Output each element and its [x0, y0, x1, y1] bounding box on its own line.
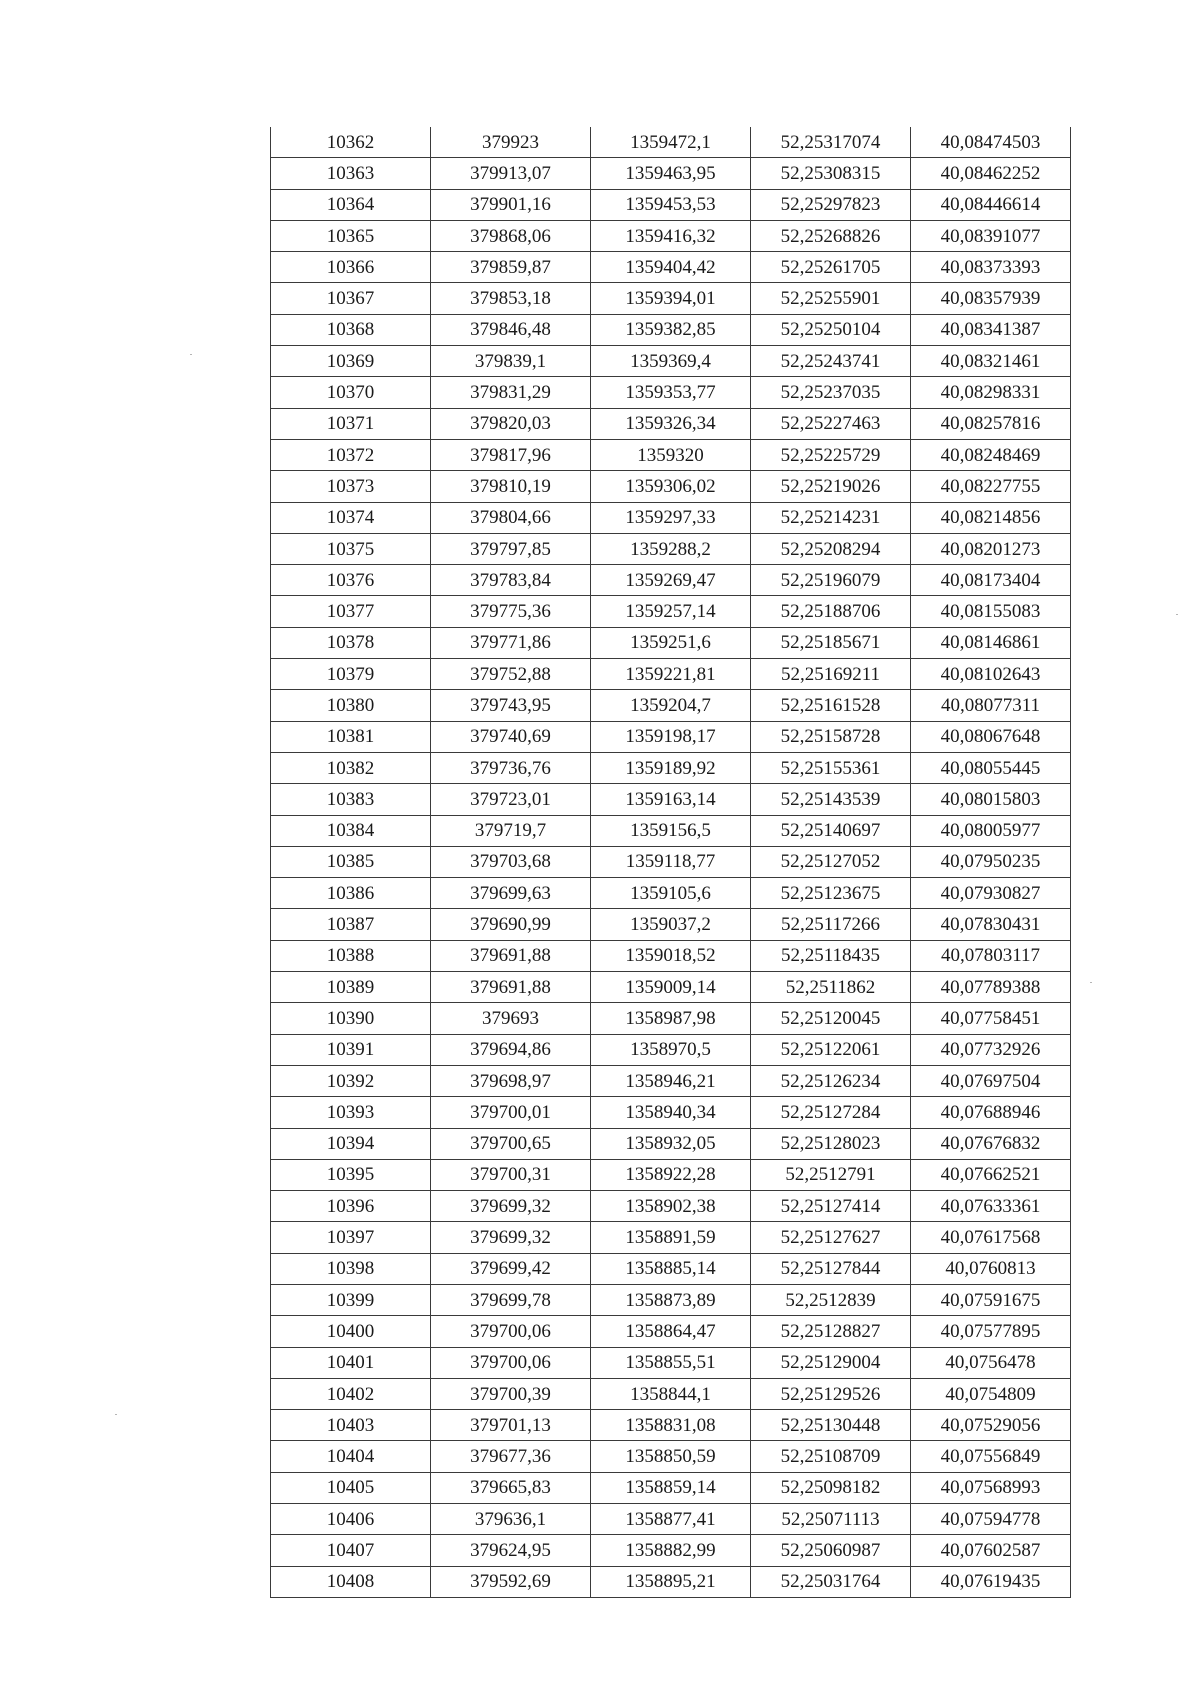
x-coordinate-cell: 379699,32	[431, 1191, 591, 1222]
longitude-cell: 40,08474503	[911, 127, 1071, 158]
latitude-cell: 52,25161528	[751, 690, 911, 721]
y-coordinate-cell: 1359306,02	[591, 471, 751, 502]
point-number-cell: 10386	[271, 878, 431, 909]
latitude-cell: 52,25126234	[751, 1065, 911, 1096]
table-row	[271, 1034, 1071, 1065]
y-coordinate-cell: 1359453,53	[591, 189, 751, 220]
table-row	[271, 1378, 1071, 1409]
table-row	[271, 533, 1071, 564]
table-row	[271, 1472, 1071, 1503]
x-coordinate-cell: 379592,69	[431, 1566, 591, 1597]
table-row	[271, 1097, 1071, 1128]
point-number-cell: 10408	[271, 1566, 431, 1597]
scan-speck	[115, 1414, 117, 1415]
latitude-cell: 52,25237035	[751, 377, 911, 408]
y-coordinate-cell: 1358891,59	[591, 1222, 751, 1253]
x-coordinate-cell: 379636,1	[431, 1504, 591, 1535]
x-coordinate-cell: 379740,69	[431, 721, 591, 752]
latitude-cell: 52,25130448	[751, 1410, 911, 1441]
x-coordinate-cell: 379694,86	[431, 1034, 591, 1065]
table-row	[271, 1128, 1071, 1159]
table-row	[271, 627, 1071, 658]
latitude-cell: 52,25118435	[751, 940, 911, 971]
latitude-cell: 52,25196079	[751, 565, 911, 596]
x-coordinate-cell: 379624,95	[431, 1535, 591, 1566]
longitude-cell: 40,07830431	[911, 909, 1071, 940]
latitude-cell: 52,25031764	[751, 1566, 911, 1597]
x-coordinate-cell: 379700,31	[431, 1159, 591, 1190]
longitude-cell: 40,07697504	[911, 1065, 1071, 1096]
latitude-cell: 52,25261705	[751, 252, 911, 283]
longitude-cell: 40,07930827	[911, 878, 1071, 909]
longitude-cell: 40,08341387	[911, 314, 1071, 345]
point-number-cell: 10383	[271, 784, 431, 815]
point-number-cell: 10375	[271, 533, 431, 564]
y-coordinate-cell: 1359404,42	[591, 252, 751, 283]
longitude-cell: 40,08257816	[911, 408, 1071, 439]
y-coordinate-cell: 1359105,6	[591, 878, 751, 909]
table-row	[271, 690, 1071, 721]
longitude-cell: 40,08357939	[911, 283, 1071, 314]
table-row	[271, 878, 1071, 909]
longitude-cell: 40,08201273	[911, 533, 1071, 564]
point-number-cell: 10371	[271, 408, 431, 439]
table-row	[271, 909, 1071, 940]
longitude-cell: 40,07617568	[911, 1222, 1071, 1253]
longitude-cell: 40,07619435	[911, 1566, 1071, 1597]
y-coordinate-cell: 1358864,47	[591, 1316, 751, 1347]
x-coordinate-cell: 379846,48	[431, 314, 591, 345]
table-row	[271, 972, 1071, 1003]
x-coordinate-cell: 379820,03	[431, 408, 591, 439]
longitude-cell: 40,08446614	[911, 189, 1071, 220]
table-row	[271, 940, 1071, 971]
latitude-cell: 52,25117266	[751, 909, 911, 940]
table-row	[271, 283, 1071, 314]
table-row	[271, 721, 1071, 752]
table-row	[271, 815, 1071, 846]
table-row	[271, 1065, 1071, 1096]
point-number-cell: 10367	[271, 283, 431, 314]
latitude-cell: 52,25127627	[751, 1222, 911, 1253]
longitude-cell: 40,07602587	[911, 1535, 1071, 1566]
x-coordinate-cell: 379810,19	[431, 471, 591, 502]
longitude-cell: 40,07556849	[911, 1441, 1071, 1472]
longitude-cell: 40,08214856	[911, 502, 1071, 533]
point-number-cell: 10406	[271, 1504, 431, 1535]
x-coordinate-cell: 379700,06	[431, 1347, 591, 1378]
table-row	[271, 346, 1071, 377]
longitude-cell: 40,07529056	[911, 1410, 1071, 1441]
y-coordinate-cell: 1359009,14	[591, 972, 751, 1003]
y-coordinate-cell: 1358946,21	[591, 1065, 751, 1096]
latitude-cell: 52,25219026	[751, 471, 911, 502]
table-row	[271, 1535, 1071, 1566]
longitude-cell: 40,08321461	[911, 346, 1071, 377]
point-number-cell: 10403	[271, 1410, 431, 1441]
latitude-cell: 52,25227463	[751, 408, 911, 439]
y-coordinate-cell: 1359320	[591, 439, 751, 470]
x-coordinate-cell: 379831,29	[431, 377, 591, 408]
table-row	[271, 220, 1071, 251]
x-coordinate-cell: 379700,01	[431, 1097, 591, 1128]
latitude-cell: 52,2512791	[751, 1159, 911, 1190]
point-number-cell: 10385	[271, 846, 431, 877]
point-number-cell: 10390	[271, 1003, 431, 1034]
y-coordinate-cell: 1358877,41	[591, 1504, 751, 1535]
point-number-cell: 10402	[271, 1378, 431, 1409]
longitude-cell: 40,07662521	[911, 1159, 1071, 1190]
longitude-cell: 40,07688946	[911, 1097, 1071, 1128]
latitude-cell: 52,25169211	[751, 659, 911, 690]
y-coordinate-cell: 1359269,47	[591, 565, 751, 596]
x-coordinate-cell: 379752,88	[431, 659, 591, 690]
point-number-cell: 10401	[271, 1347, 431, 1378]
y-coordinate-cell: 1359288,2	[591, 533, 751, 564]
x-coordinate-cell: 379703,68	[431, 846, 591, 877]
point-number-cell: 10396	[271, 1191, 431, 1222]
point-number-cell: 10394	[271, 1128, 431, 1159]
point-number-cell: 10399	[271, 1284, 431, 1315]
y-coordinate-cell: 1359204,7	[591, 690, 751, 721]
x-coordinate-cell: 379723,01	[431, 784, 591, 815]
longitude-cell: 40,08462252	[911, 158, 1071, 189]
point-number-cell: 10379	[271, 659, 431, 690]
scan-speck	[1176, 614, 1178, 615]
y-coordinate-cell: 1359251,6	[591, 627, 751, 658]
y-coordinate-cell: 1358902,38	[591, 1191, 751, 1222]
latitude-cell: 52,25143539	[751, 784, 911, 815]
point-number-cell: 10392	[271, 1065, 431, 1096]
latitude-cell: 52,25140697	[751, 815, 911, 846]
latitude-cell: 52,25128827	[751, 1316, 911, 1347]
point-number-cell: 10374	[271, 502, 431, 533]
point-number-cell: 10404	[271, 1441, 431, 1472]
table-row	[271, 784, 1071, 815]
y-coordinate-cell: 1358932,05	[591, 1128, 751, 1159]
latitude-cell: 52,25208294	[751, 533, 911, 564]
longitude-cell: 40,07633361	[911, 1191, 1071, 1222]
latitude-cell: 52,25155361	[751, 752, 911, 783]
y-coordinate-cell: 1358855,51	[591, 1347, 751, 1378]
y-coordinate-cell: 1358940,34	[591, 1097, 751, 1128]
x-coordinate-cell: 379817,96	[431, 439, 591, 470]
x-coordinate-cell: 379700,39	[431, 1378, 591, 1409]
y-coordinate-cell: 1359369,4	[591, 346, 751, 377]
longitude-cell: 40,07758451	[911, 1003, 1071, 1034]
table-row	[271, 314, 1071, 345]
table-row	[271, 377, 1071, 408]
x-coordinate-cell: 379691,88	[431, 972, 591, 1003]
point-number-cell: 10369	[271, 346, 431, 377]
table-row	[271, 252, 1071, 283]
longitude-cell: 40,07568993	[911, 1472, 1071, 1503]
latitude-cell: 52,25308315	[751, 158, 911, 189]
table-row	[271, 659, 1071, 690]
x-coordinate-cell: 379665,83	[431, 1472, 591, 1503]
x-coordinate-cell: 379839,1	[431, 346, 591, 377]
x-coordinate-cell: 379699,63	[431, 878, 591, 909]
y-coordinate-cell: 1359163,14	[591, 784, 751, 815]
y-coordinate-cell: 1359189,92	[591, 752, 751, 783]
y-coordinate-cell: 1359018,52	[591, 940, 751, 971]
table-row	[271, 158, 1071, 189]
y-coordinate-cell: 1358859,14	[591, 1472, 751, 1503]
y-coordinate-cell: 1358885,14	[591, 1253, 751, 1284]
y-coordinate-cell: 1359221,81	[591, 659, 751, 690]
table-row	[271, 1159, 1071, 1190]
x-coordinate-cell: 379699,42	[431, 1253, 591, 1284]
latitude-cell: 52,25123675	[751, 878, 911, 909]
coordinates-table-body	[271, 127, 1071, 1597]
x-coordinate-cell: 379699,32	[431, 1222, 591, 1253]
y-coordinate-cell: 1359326,34	[591, 408, 751, 439]
longitude-cell: 40,08298331	[911, 377, 1071, 408]
point-number-cell: 10372	[271, 439, 431, 470]
scan-speck	[190, 354, 192, 355]
point-number-cell: 10370	[271, 377, 431, 408]
y-coordinate-cell: 1359198,17	[591, 721, 751, 752]
table-row	[271, 1566, 1071, 1597]
y-coordinate-cell: 1358850,59	[591, 1441, 751, 1472]
table-row	[271, 1253, 1071, 1284]
latitude-cell: 52,25250104	[751, 314, 911, 345]
longitude-cell: 40,07950235	[911, 846, 1071, 877]
table-row	[271, 1347, 1071, 1378]
longitude-cell: 40,08055445	[911, 752, 1071, 783]
latitude-cell: 52,25127414	[751, 1191, 911, 1222]
x-coordinate-cell: 379700,06	[431, 1316, 591, 1347]
table-row	[271, 596, 1071, 627]
table-row	[271, 752, 1071, 783]
x-coordinate-cell: 379690,99	[431, 909, 591, 940]
latitude-cell: 52,25225729	[751, 439, 911, 470]
point-number-cell: 10378	[271, 627, 431, 658]
x-coordinate-cell: 379693	[431, 1003, 591, 1034]
table-row	[271, 1504, 1071, 1535]
latitude-cell: 52,25297823	[751, 189, 911, 220]
x-coordinate-cell: 379923	[431, 127, 591, 158]
x-coordinate-cell: 379771,86	[431, 627, 591, 658]
point-number-cell: 10362	[271, 127, 431, 158]
x-coordinate-cell: 379853,18	[431, 283, 591, 314]
point-number-cell: 10387	[271, 909, 431, 940]
point-number-cell: 10400	[271, 1316, 431, 1347]
point-number-cell: 10380	[271, 690, 431, 721]
latitude-cell: 52,25129004	[751, 1347, 911, 1378]
point-number-cell: 10389	[271, 972, 431, 1003]
point-number-cell: 10381	[271, 721, 431, 752]
longitude-cell: 40,07591675	[911, 1284, 1071, 1315]
point-number-cell: 10376	[271, 565, 431, 596]
point-number-cell: 10368	[271, 314, 431, 345]
latitude-cell: 52,2512839	[751, 1284, 911, 1315]
table-row	[271, 408, 1071, 439]
latitude-cell: 52,25122061	[751, 1034, 911, 1065]
y-coordinate-cell: 1359472,1	[591, 127, 751, 158]
longitude-cell: 40,0760813	[911, 1253, 1071, 1284]
latitude-cell: 52,25098182	[751, 1472, 911, 1503]
x-coordinate-cell: 379743,95	[431, 690, 591, 721]
table-row	[271, 1316, 1071, 1347]
y-coordinate-cell: 1359463,95	[591, 158, 751, 189]
y-coordinate-cell: 1358922,28	[591, 1159, 751, 1190]
table-row	[271, 1410, 1071, 1441]
latitude-cell: 52,25120045	[751, 1003, 911, 1034]
point-number-cell: 10388	[271, 940, 431, 971]
table-row	[271, 471, 1071, 502]
point-number-cell: 10393	[271, 1097, 431, 1128]
x-coordinate-cell: 379783,84	[431, 565, 591, 596]
point-number-cell: 10395	[271, 1159, 431, 1190]
y-coordinate-cell: 1359037,2	[591, 909, 751, 940]
longitude-cell: 40,07594778	[911, 1504, 1071, 1535]
latitude-cell: 52,25268826	[751, 220, 911, 251]
longitude-cell: 40,08248469	[911, 439, 1071, 470]
table-row	[271, 439, 1071, 470]
point-number-cell: 10407	[271, 1535, 431, 1566]
y-coordinate-cell: 1359416,32	[591, 220, 751, 251]
latitude-cell: 52,25188706	[751, 596, 911, 627]
x-coordinate-cell: 379797,85	[431, 533, 591, 564]
y-coordinate-cell: 1358987,98	[591, 1003, 751, 1034]
longitude-cell: 40,08102643	[911, 659, 1071, 690]
x-coordinate-cell: 379677,36	[431, 1441, 591, 1472]
scan-speck	[1090, 982, 1092, 983]
point-number-cell: 10384	[271, 815, 431, 846]
y-coordinate-cell: 1359382,85	[591, 314, 751, 345]
y-coordinate-cell: 1359297,33	[591, 502, 751, 533]
latitude-cell: 52,25255901	[751, 283, 911, 314]
longitude-cell: 40,07732926	[911, 1034, 1071, 1065]
x-coordinate-cell: 379775,36	[431, 596, 591, 627]
longitude-cell: 40,07789388	[911, 972, 1071, 1003]
latitude-cell: 52,25127052	[751, 846, 911, 877]
point-number-cell: 10405	[271, 1472, 431, 1503]
x-coordinate-cell: 379698,97	[431, 1065, 591, 1096]
x-coordinate-cell: 379901,16	[431, 189, 591, 220]
latitude-cell: 52,25185671	[751, 627, 911, 658]
y-coordinate-cell: 1358970,5	[591, 1034, 751, 1065]
point-number-cell: 10366	[271, 252, 431, 283]
y-coordinate-cell: 1358844,1	[591, 1378, 751, 1409]
latitude-cell: 52,25158728	[751, 721, 911, 752]
longitude-cell: 40,08077311	[911, 690, 1071, 721]
x-coordinate-cell: 379868,06	[431, 220, 591, 251]
x-coordinate-cell: 379700,65	[431, 1128, 591, 1159]
latitude-cell: 52,25108709	[751, 1441, 911, 1472]
x-coordinate-cell: 379736,76	[431, 752, 591, 783]
table-row	[271, 127, 1071, 158]
latitude-cell: 52,25243741	[751, 346, 911, 377]
longitude-cell: 40,08015803	[911, 784, 1071, 815]
longitude-cell: 40,08155083	[911, 596, 1071, 627]
y-coordinate-cell: 1358831,08	[591, 1410, 751, 1441]
y-coordinate-cell: 1359353,77	[591, 377, 751, 408]
longitude-cell: 40,08173404	[911, 565, 1071, 596]
x-coordinate-cell: 379701,13	[431, 1410, 591, 1441]
table-row	[271, 1222, 1071, 1253]
table-row	[271, 565, 1071, 596]
x-coordinate-cell: 379859,87	[431, 252, 591, 283]
table-row	[271, 189, 1071, 220]
point-number-cell: 10382	[271, 752, 431, 783]
y-coordinate-cell: 1359257,14	[591, 596, 751, 627]
longitude-cell: 40,0754809	[911, 1378, 1071, 1409]
table-row	[271, 1441, 1071, 1472]
longitude-cell: 40,08067648	[911, 721, 1071, 752]
point-number-cell: 10397	[271, 1222, 431, 1253]
x-coordinate-cell: 379719,7	[431, 815, 591, 846]
longitude-cell: 40,08391077	[911, 220, 1071, 251]
x-coordinate-cell: 379913,07	[431, 158, 591, 189]
y-coordinate-cell: 1358895,21	[591, 1566, 751, 1597]
latitude-cell: 52,25060987	[751, 1535, 911, 1566]
longitude-cell: 40,08005977	[911, 815, 1071, 846]
table-row	[271, 1284, 1071, 1315]
point-number-cell: 10398	[271, 1253, 431, 1284]
longitude-cell: 40,07803117	[911, 940, 1071, 971]
longitude-cell: 40,07577895	[911, 1316, 1071, 1347]
latitude-cell: 52,25129526	[751, 1378, 911, 1409]
latitude-cell: 52,2511862	[751, 972, 911, 1003]
latitude-cell: 52,25127844	[751, 1253, 911, 1284]
x-coordinate-cell: 379691,88	[431, 940, 591, 971]
y-coordinate-cell: 1358882,99	[591, 1535, 751, 1566]
latitude-cell: 52,25127284	[751, 1097, 911, 1128]
x-coordinate-cell: 379699,78	[431, 1284, 591, 1315]
point-number-cell: 10373	[271, 471, 431, 502]
longitude-cell: 40,08373393	[911, 252, 1071, 283]
table-row	[271, 1003, 1071, 1034]
point-number-cell: 10365	[271, 220, 431, 251]
coordinates-table	[270, 127, 1071, 1598]
y-coordinate-cell: 1359118,77	[591, 846, 751, 877]
latitude-cell: 52,25071113	[751, 1504, 911, 1535]
point-number-cell: 10377	[271, 596, 431, 627]
table-row	[271, 502, 1071, 533]
longitude-cell: 40,08146861	[911, 627, 1071, 658]
table-row	[271, 846, 1071, 877]
y-coordinate-cell: 1358873,89	[591, 1284, 751, 1315]
y-coordinate-cell: 1359156,5	[591, 815, 751, 846]
point-number-cell: 10364	[271, 189, 431, 220]
longitude-cell: 40,08227755	[911, 471, 1071, 502]
table-row	[271, 1191, 1071, 1222]
latitude-cell: 52,25128023	[751, 1128, 911, 1159]
longitude-cell: 40,0756478	[911, 1347, 1071, 1378]
y-coordinate-cell: 1359394,01	[591, 283, 751, 314]
latitude-cell: 52,25317074	[751, 127, 911, 158]
longitude-cell: 40,07676832	[911, 1128, 1071, 1159]
point-number-cell: 10391	[271, 1034, 431, 1065]
point-number-cell: 10363	[271, 158, 431, 189]
latitude-cell: 52,25214231	[751, 502, 911, 533]
x-coordinate-cell: 379804,66	[431, 502, 591, 533]
